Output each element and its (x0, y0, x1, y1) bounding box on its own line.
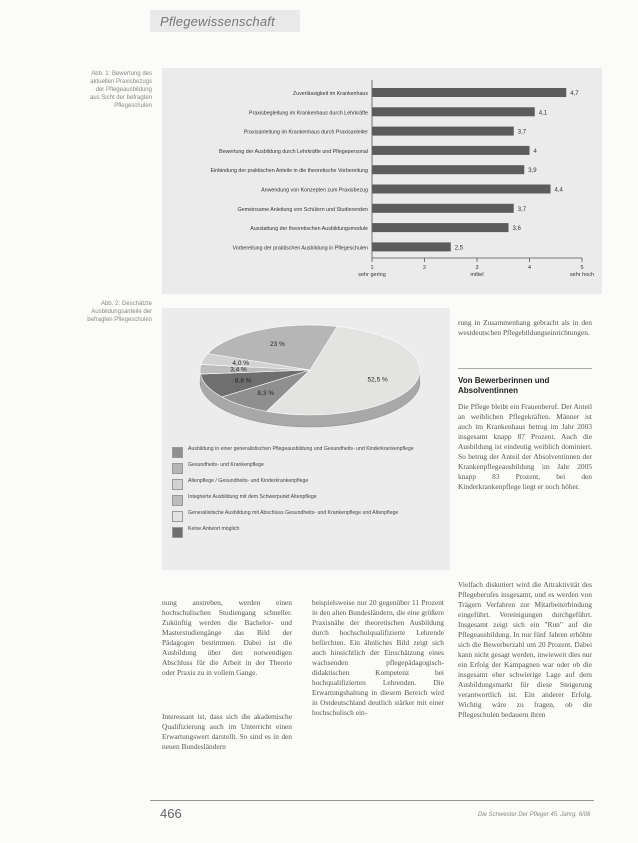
section-title: Von Bewerberinnen und Absolventinnen (458, 376, 550, 395)
bar-category-label: Ausstattung der theoretischen Ausbildungsmodule (250, 226, 368, 233)
footer-rule (150, 800, 594, 801)
bar-category-label: Bewertung der Ausbildung durch Lehrkräfte und Pflegepersonal (218, 148, 368, 155)
bar-category-label: Vorbereitung der praktischen Ausbildung in Pflegeschulen (232, 245, 368, 252)
body-col-right-2: Vielfach diskutiert wird die Attraktivität des Pflegeberufes insgesamt, und es werden von Trägern Verfahren zur Mitarbeiterbindung eingeführt. Vereinigungen durchgeführt. Insgesamt zeigt sich ein "Run" auf die Pflegeausbildung. In nur fünf Jahren erhöhte sich die Bewerberzahl um 20 Prozent. Dabei kann nicht gesagt werden, inwieweit dies nur ein Erfolg der Kampagnen war oder ob die insgesamt eher schwierige Lage auf dem Ausbildungsmarkt für diese Steigerung verantwortlich ist. Ein anderer Erfolg. Wichtig wäre zu fragen, ob die Pflegeschulen bedauern ihren (458, 580, 592, 719)
bar (372, 223, 509, 232)
legend-swatch (172, 527, 183, 538)
bar-x-tick-label: sehr gering (358, 272, 386, 278)
bar-x-tick-label: 1 (370, 265, 374, 271)
bar (372, 127, 514, 136)
legend-item (172, 478, 442, 490)
bar-value-label: 4,7 (570, 91, 579, 97)
legend-swatch (172, 479, 183, 490)
bar (372, 185, 551, 194)
bar (372, 165, 524, 174)
legend-label: Altenpflege / Gesundheits- und Kinderkrankenpflege (188, 478, 309, 484)
bar (372, 107, 535, 116)
section-rule (458, 368, 592, 369)
pie-slice-label: 52,5 % (367, 376, 388, 384)
bar-value-label: 3,9 (528, 168, 537, 175)
legend-swatch (172, 463, 183, 474)
body-col-left-2: Interessant ist, dass sich die akademische Qualifizierung auch im Unterricht einen Erwartungswert darstellt. So sind es in den neuen Bundesländern (162, 712, 292, 751)
bar-x-tick-label: 4 (527, 265, 532, 271)
bar-category-label: Einbindung der praktischen Anteile in die theoretische Vorbereitung (210, 168, 368, 175)
pie-chart-svg (162, 308, 450, 448)
bar-x-tick-label: 5 (580, 265, 584, 271)
pie-chart (162, 308, 450, 570)
body-col-mid: beispielsweise nur 20 gegenüber 11 Prozent in den alten Bundesländern, die eine größere Praxisnähe der theoretischen Ausbildung durch hochschulqualifizierte Lehrende befürchten. Ein ähnliches Bild zeigt sich auch hinsichtlich der Einschätzung eines wachsenden pflegepädagogisch-didaktischen Kompetenz bei hochqualifizierten Lehrenden. Die Erwartungshaltung in diesem Bereich wird in Ostdeutschland deutlich stärker mit einer hochschulisch ein- (312, 598, 444, 717)
legend-item (172, 494, 442, 506)
legend-label: Generalistische Ausbildung mit Abschluss Gesundheits- und Krankenpflege und Altenpflege (188, 510, 399, 516)
bar-category-label: Zuverlässigkeit im Krankenhaus (292, 91, 368, 97)
journal-footer: Die Schwester Der Pfleger 45. Jahrg. 6/06 (478, 812, 591, 818)
bar-category-label: Praxisbegleitung im Krankenhaus durch Lehrkräfte (249, 110, 368, 117)
bar-x-tick-label: 2 (422, 265, 427, 271)
bar-category-label: Anwendung von Konzepten zum Praxisbezug (261, 187, 368, 194)
legend-label: Keine Antwort möglich (188, 526, 240, 532)
bar-value-label: 4,1 (538, 110, 548, 117)
pie-slice-label: 8,3 % (257, 389, 275, 397)
pie-slice-label: 8,8 % (234, 377, 252, 385)
bar (372, 204, 514, 213)
bar-x-tick-label: 3 (475, 265, 479, 271)
bar-value-label: 3,6 (512, 226, 521, 233)
pie-legend (172, 446, 442, 542)
bar-x-tick-label: mittel (470, 272, 484, 278)
pie-slice-label: 23 % (270, 340, 285, 348)
legend-label: Ausbildung in einer generalistischen Pflegeausbildung und Gesundheits- und Kinderkrankenpflege (188, 446, 414, 452)
page-header: Pflegewissenschaft (160, 14, 275, 29)
bar-chart (162, 68, 602, 294)
figure-1-caption: Abb. 1: Bewertung des aktuellen Praxisbezugs der Pflegeausbildung aus Sicht der befragten Pflegeschulen (89, 71, 152, 109)
legend-item (172, 446, 442, 458)
figure-2-caption: Abb. 2: Geschätzte Ausbildungsanteile der befragten Pflegeschulen (87, 301, 152, 323)
bar-chart-svg (162, 68, 602, 294)
legend-label: Gesundheits- und Krankenpflege (188, 462, 264, 468)
bar-value-label: 3,7 (517, 206, 527, 213)
bar-value-label: 3,7 (517, 129, 527, 136)
bar (372, 88, 566, 97)
legend-swatch (172, 447, 183, 458)
legend-item (172, 526, 442, 538)
legend-label: Integrierte Ausbildung mit dem Schwerpunkt Altenpflege (188, 494, 317, 500)
body-col-right-top: rung in Zusammenhang gebracht als in den westdeutschen Pflegebildungseinrichtungen. (458, 318, 592, 337)
legend-swatch (172, 495, 183, 506)
legend-item (172, 510, 442, 522)
page-number: 466 (160, 806, 182, 821)
bar-value-label: 2,5 (454, 245, 464, 252)
legend-swatch (172, 511, 183, 522)
body-col-right: Die Pflege bleibt ein Frauenberuf. Der Anteil an weiblichen Pflegekräften. Männer ist auch im Krankenhaus betrug im Jahr 2003 insgesamt knapp 87 Prozent. Auch die Ausbildung ist eindeutig weiblich dominiert. So betrug der Anteil der Absolventinnen der Krankenpflegeausbildung im Jahr 2005 knapp 83 Prozent, bei den Kinderkrankenpflege liegt er noch höher. (458, 402, 592, 491)
bar (372, 146, 530, 155)
bar (372, 242, 451, 251)
legend-item (172, 462, 442, 474)
pie-slice-label: 3,4 % (230, 366, 247, 374)
pie-slice-label: 4,0 % (232, 359, 250, 367)
bar-category-label: Praxisanleitung im Krankenhaus durch Praxisanleiter (243, 129, 368, 136)
bar-value-label: 4 (533, 148, 537, 155)
bar-x-tick-label: sehr hoch (569, 272, 595, 278)
bar-category-label: Gemeinsame Anleitung von Schülern und Studierenden (237, 206, 368, 213)
body-col-left: nung anstreben, werden einen hochschulischen Studiengang schneller. Zukünftig werden die Bachelor- und Masterstudiengänge das Bild der Pädagogen bestimmen. Dabei ist die Ausbildung über den notwendigen Abschluss für die Arbeit in der Theorie oder Praxis zu in vollem Gange. (162, 598, 292, 677)
bar-value-label: 4,4 (554, 187, 563, 194)
